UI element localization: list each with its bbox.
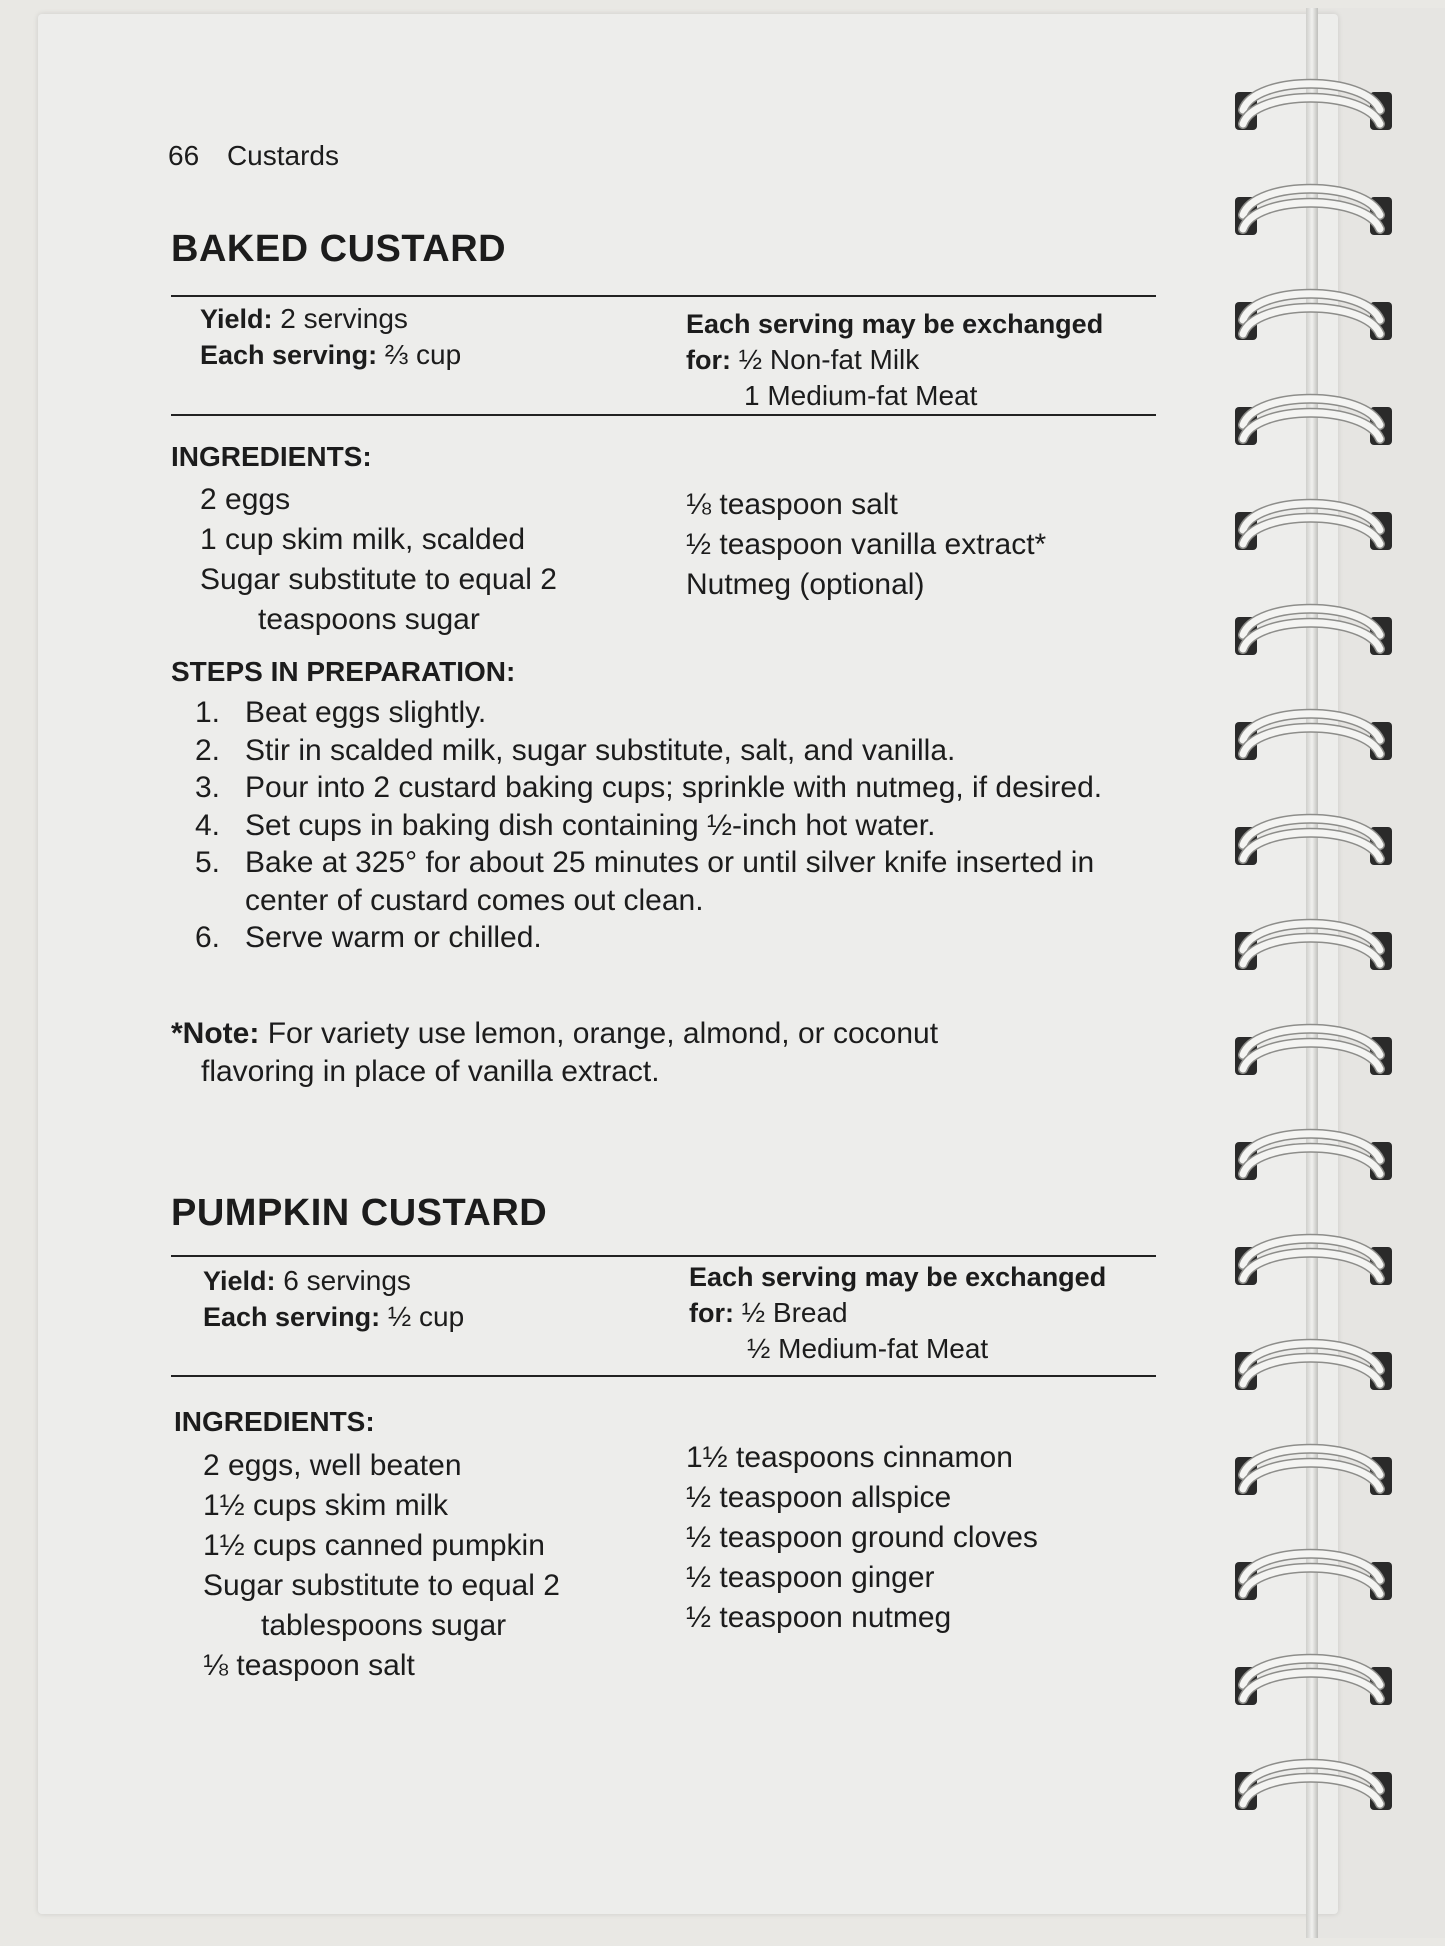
- serving-label: Each serving:: [203, 1302, 381, 1332]
- binding-coil: [1235, 1029, 1392, 1075]
- binding-coil: [1235, 1554, 1392, 1600]
- ingredient-item: ½ teaspoon ground cloves: [686, 1521, 1038, 1554]
- step-item: [195, 807, 1115, 845]
- wire-shadow: [1243, 1043, 1380, 1069]
- yield-value: 2 servings: [280, 303, 408, 334]
- wire-shadow: [1243, 728, 1380, 754]
- ingredient-item: 1½ cups canned pumpkin: [203, 1529, 545, 1562]
- recipe-title: PUMPKIN CUSTARD: [171, 1192, 548, 1234]
- step-text: Stir in scalded milk, sugar substitute, salt, and vanilla.: [245, 733, 956, 767]
- ingredient-item: Sugar substitute to equal 2: [203, 1569, 560, 1602]
- yield-block: [203, 1263, 464, 1335]
- wire-shadow: [1243, 518, 1380, 544]
- binding-coil: [1235, 504, 1392, 550]
- serving-value: ½ cup: [387, 1301, 465, 1332]
- ingredients-left: [203, 1446, 560, 1686]
- binding-coil: [1235, 1239, 1392, 1285]
- binding-coil: [1235, 1344, 1392, 1390]
- ingredient-item: teaspoons sugar: [258, 603, 480, 636]
- ingredient-item: ½ teaspoon allspice: [686, 1481, 952, 1514]
- wire-shadow: [1243, 203, 1380, 229]
- yield-value: 6 servings: [283, 1265, 411, 1296]
- binding-coil: [1235, 714, 1392, 760]
- wire-shadow: [1243, 1778, 1380, 1804]
- divider: [171, 1375, 1156, 1377]
- ingredients-label: INGREDIENTS:: [174, 1406, 375, 1437]
- exchange-for-label: for:: [686, 345, 731, 375]
- wire-shadow: [1243, 98, 1380, 124]
- ingredients-left: [200, 480, 557, 640]
- exchange-item: ½ Non-fat Milk: [738, 344, 920, 375]
- binding-coil: [1235, 1764, 1392, 1810]
- wire-shadow: [1243, 308, 1380, 334]
- step-item: [195, 844, 1115, 919]
- page-header: [168, 140, 359, 172]
- binding-coil: [1235, 924, 1392, 970]
- exchange-label: Each serving may be exchanged: [686, 309, 1104, 339]
- exchange-block: [689, 1259, 1106, 1366]
- wire-shadow: [1243, 413, 1380, 439]
- ingredient-item: ⅛ teaspoon salt: [203, 1649, 415, 1682]
- ingredients-label: INGREDIENTS:: [171, 441, 372, 472]
- note-text: For variety use lemon, orange, almond, or coconut: [267, 1017, 939, 1050]
- exchange-block: [686, 306, 1103, 413]
- note-label: *Note:: [171, 1017, 260, 1050]
- spiral-binding: [1215, 60, 1445, 1880]
- wire-shadow: [1243, 1253, 1380, 1279]
- page-number: 66: [168, 140, 200, 171]
- step-item: [195, 732, 1115, 770]
- binding-coil: [1235, 819, 1392, 865]
- wire-shadow: [1243, 1148, 1380, 1174]
- step-number: 5.: [195, 846, 221, 879]
- note-text: flavoring in place of vanilla extract.: [201, 1055, 660, 1088]
- recipe-title: BAKED CUSTARD: [171, 228, 507, 270]
- step-text: Beat eggs slightly.: [245, 696, 487, 729]
- ingredient-item: 1 cup skim milk, scalded: [200, 523, 526, 556]
- exchange-label: Each serving may be exchanged: [689, 1262, 1107, 1292]
- binding-coil: [1235, 1659, 1392, 1705]
- wire-shadow: [1243, 833, 1380, 859]
- ingredient-item: 1½ cups skim milk: [203, 1489, 449, 1522]
- wire-shadow: [1243, 938, 1380, 964]
- ingredients-right: [686, 485, 1046, 605]
- wire-shadow: [1243, 1463, 1380, 1489]
- wire-shadow: [1243, 1568, 1380, 1594]
- step-text: Pour into 2 custard baking cups; sprinkle with nutmeg, if desired.: [245, 771, 1103, 804]
- binding-coil: [1235, 1134, 1392, 1180]
- ingredient-item: ½ teaspoon vanilla extract*: [686, 528, 1047, 561]
- exchange-item: 1 Medium-fat Meat: [744, 380, 978, 411]
- step-item: [195, 919, 1115, 957]
- wire-shadow: [1243, 1358, 1380, 1384]
- exchange-item: ½ Medium-fat Meat: [747, 1333, 989, 1364]
- step-text: Serve warm or chilled.: [245, 921, 542, 954]
- yield-label: Yield:: [200, 304, 273, 334]
- ingredient-item: ⅛ teaspoon salt: [686, 488, 898, 521]
- exchange-for-label: for:: [689, 1298, 734, 1328]
- serving-value: ⅔ cup: [384, 339, 462, 370]
- ingredient-item: tablespoons sugar: [261, 1609, 507, 1642]
- step-number: 2.: [195, 733, 221, 767]
- ingredient-item: ½ teaspoon ginger: [686, 1561, 935, 1594]
- serving-label: Each serving:: [200, 340, 378, 370]
- step-number: 4.: [195, 808, 221, 842]
- ingredient-item: 1½ teaspoons cinnamon: [686, 1441, 1013, 1474]
- wire-shadow: [1243, 1673, 1380, 1699]
- step-number: 6.: [195, 921, 221, 954]
- divider: [171, 295, 1156, 297]
- steps-list: [195, 694, 1115, 957]
- binding-coil: [1235, 84, 1392, 130]
- step-text: Set cups in baking dish containing ½-inch hot water.: [245, 808, 936, 842]
- step-item: [195, 769, 1115, 807]
- step-number: 1.: [195, 696, 221, 729]
- divider: [171, 414, 1156, 416]
- divider: [171, 1255, 1156, 1257]
- ingredient-item: ½ teaspoon nutmeg: [686, 1601, 952, 1634]
- binding-coil: [1235, 609, 1392, 655]
- ingredients-right: [686, 1438, 1038, 1638]
- yield-block: [200, 301, 461, 373]
- ingredient-item: 2 eggs, well beaten: [203, 1449, 462, 1482]
- ingredient-item: 2 eggs: [200, 483, 291, 516]
- section-title: Custards: [226, 140, 339, 171]
- step-item: [195, 694, 1115, 732]
- binding-coil: [1235, 1449, 1392, 1495]
- binding-coil: [1235, 189, 1392, 235]
- step-number: 3.: [195, 771, 221, 804]
- wire-shadow: [1243, 623, 1380, 649]
- ingredient-item: Nutmeg (optional): [686, 568, 925, 601]
- yield-label: Yield:: [203, 1266, 276, 1296]
- ingredient-item: Sugar substitute to equal 2: [200, 563, 557, 596]
- steps-label: STEPS IN PREPARATION:: [171, 656, 516, 687]
- binding-coil: [1235, 294, 1392, 340]
- step-text: Bake at 325° for about 25 minutes or until silver knife inserted in center of custard comes out clean.: [245, 846, 1095, 917]
- recipe-note: [171, 1015, 1071, 1091]
- binding-coil: [1235, 399, 1392, 445]
- exchange-item: ½ Bread: [741, 1297, 848, 1328]
